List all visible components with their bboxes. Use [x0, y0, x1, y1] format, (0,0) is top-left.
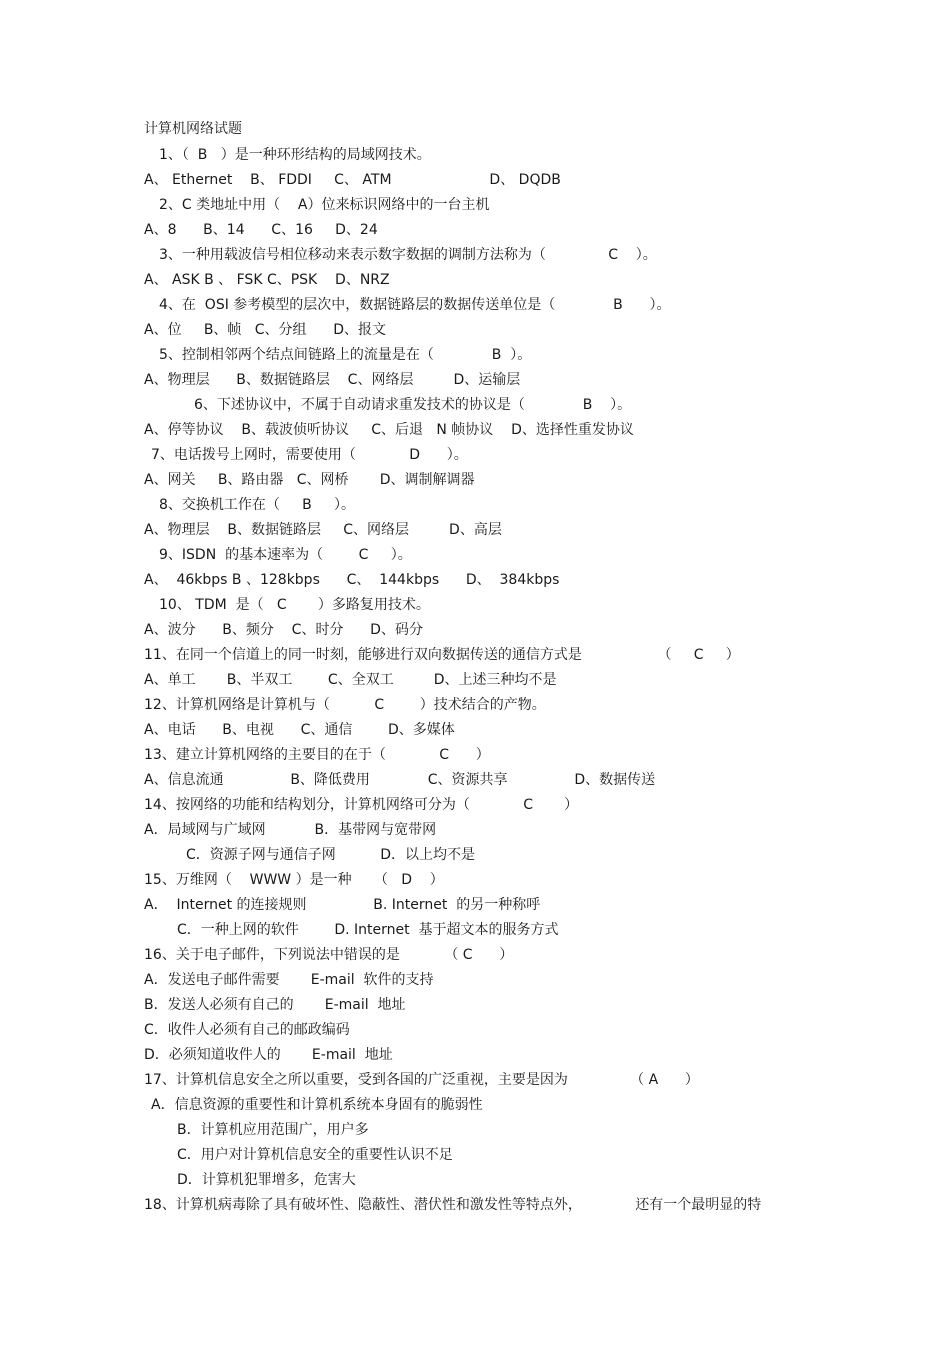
question-9: 9、ISDN 的基本速率为（ C ）。	[159, 547, 412, 563]
question-5: 5、控制相邻两个结点间链路上的流量是在（ B ）。	[159, 347, 532, 363]
question-1-options: A、 Ethernet B、 FDDI C、 ATM D、 DQDB	[144, 172, 561, 188]
question-18: 18、计算机病毒除了具有破坏性、隐蔽性、潜伏性和激发性等特点外， 还有一个最明显的特	[144, 1197, 762, 1213]
question-17: 17、计算机信息安全之所以重要，受到各国的广泛重视，主要是因为 （ A ）	[144, 1072, 699, 1088]
question-6: 6、下述协议中，不属于自动请求重发技术的协议是（ B ）。	[194, 397, 632, 413]
question-9-options: A、 46kbps B 、128kbps C、 144kbps D、 384kbps	[144, 572, 560, 588]
document-title: 计算机网络试题	[144, 121, 242, 137]
question-11-options: A、单工 B、半双工 C、全双工 D、上述三种均不是	[144, 672, 557, 688]
question-3: 3、一种用载波信号相位移动来表示数字数据的调制方法称为（ C ）。	[159, 247, 657, 263]
question-8: 8、交换机工作在（ B ）。	[159, 497, 356, 513]
question-17-option-d: D．计算机犯罪增多，危害大	[177, 1172, 356, 1188]
question-3-options: A、 ASK B 、 FSK C、PSK D、NRZ	[144, 272, 390, 288]
question-5-options: A、物理层 B、数据链路层 C、网络层 D、运输层	[144, 372, 521, 388]
question-17-option-a: A．信息资源的重要性和计算机系统本身固有的脆弱性	[151, 1097, 483, 1113]
question-15-options-cd: C．一种上网的软件 D. Internet 基于超文本的服务方式	[177, 922, 559, 938]
question-16-option-a: A．发送电子邮件需要 E-mail 软件的支持	[144, 972, 434, 988]
question-7: 7、电话拨号上网时，需要使用（ D ）。	[151, 447, 468, 463]
question-4: 4、在 OSI 参考模型的层次中，数据链路层的数据传送单位是（ B ）。	[159, 297, 671, 313]
question-8-options: A、物理层 B、数据链路层 C、网络层 D、高层	[144, 522, 502, 538]
question-16-option-c: C．收件人必须有自己的邮政编码	[144, 1022, 350, 1038]
question-4-options: A、位 B、帧 C、分组 D、报文	[144, 322, 387, 338]
question-15: 15、万维网（ WWW ）是一种 （ D ）	[144, 872, 444, 888]
question-11: 11、在同一个信道上的同一时刻，能够进行双向数据传送的通信方式是 （ C ）	[144, 647, 740, 663]
question-15-options-ab: A． Internet 的连接规则 B. Internet 的另一种称呼	[144, 897, 541, 913]
question-10-options: A、波分 B、频分 C、时分 D、码分	[144, 622, 423, 638]
question-16: 16、关于电子邮件，下列说法中错误的是 （ C ）	[144, 947, 514, 963]
question-16-option-b: B．发送人必须有自己的 E-mail 地址	[144, 997, 406, 1013]
question-1: 1、（ B ）是一种环形结构的局域网技术。	[159, 147, 431, 163]
question-10: 10、 TDM 是（ C ）多路复用技术。	[159, 597, 430, 613]
question-17-option-b: B．计算机应用范围广，用户多	[177, 1122, 369, 1138]
question-16-option-d: D．必须知道收件人的 E-mail 地址	[144, 1047, 393, 1063]
question-13: 13、建立计算机网络的主要目的在于（ C ）	[144, 747, 490, 763]
question-2: 2、C 类地址中用（ A）位来标识网络中的一台主机	[159, 197, 490, 213]
question-17-option-c: C．用户对计算机信息安全的重要性认识不足	[177, 1147, 453, 1163]
question-12-options: A、电话 B、电视 C、通信 D、多媒体	[144, 722, 455, 738]
question-2-options: A、8 B、14 C、16 D、24	[144, 222, 378, 238]
question-12: 12、计算机网络是计算机与（ C ）技术结合的产物。	[144, 697, 546, 713]
question-6-options: A、停等协议 B、载波侦听协议 C、后退 N 帧协议 D、选择性重发协议	[144, 422, 634, 438]
question-7-options: A、网关 B、路由器 C、网桥 D、调制解调器	[144, 472, 475, 488]
question-14: 14、按网络的功能和结构划分，计算机网络可分为（ C ）	[144, 797, 579, 813]
question-13-options: A、信息流通 B、降低费用 C、资源共享 D、数据传送	[144, 772, 656, 788]
question-14-options-cd: C．资源子网与通信子网 D．以上均不是	[186, 847, 476, 863]
question-14-options-ab: A．局域网与广域网 B．基带网与宽带网	[144, 822, 437, 838]
